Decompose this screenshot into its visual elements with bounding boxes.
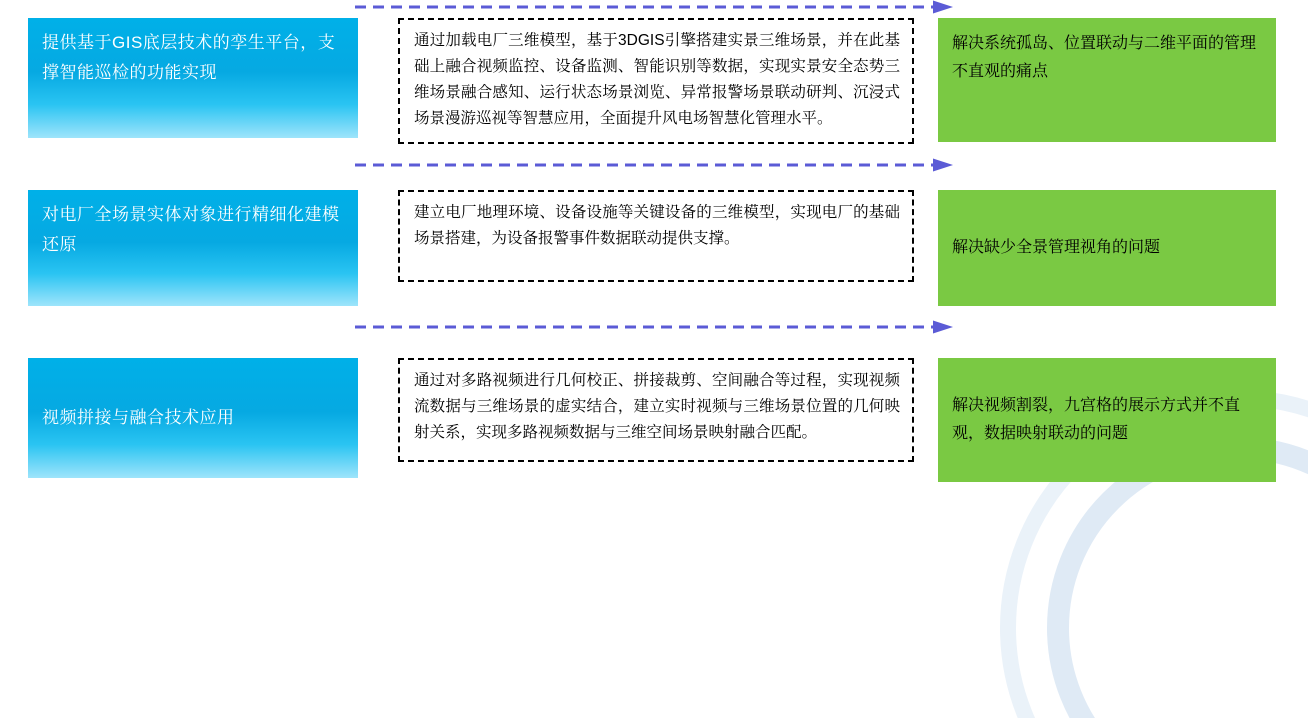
row-1-middle-cell <box>398 18 914 144</box>
row-2-middle-cell <box>398 190 914 282</box>
row-3-left-cell <box>28 358 358 478</box>
row-1-right-cell <box>938 18 1276 142</box>
row-3-right-text: 解决视频割裂，九宫格的展示方式并不直观，数据映射联动的问题 <box>952 397 1241 442</box>
row-3-middle-text: 通过对多路视频进行几何校正、拼接裁剪、空间融合等过程，实现视频流数据与三维场景的虚实结合，建立实时视频与三维场景位置的几何映射关系，实现多路视频数据与三维空间场景映射融合匹配。 <box>414 372 900 441</box>
row-2-right-cell <box>938 190 1276 306</box>
row-3-left-text: 视频拼接与融合技术应用 <box>42 408 235 427</box>
row-1-left-cell <box>28 18 358 138</box>
arrow-top <box>355 0 955 14</box>
row-1-left-text: 提供基于GIS底层技术的孪生平台，支撑智能巡检的功能实现 <box>42 33 336 82</box>
row-2-left-cell <box>28 190 358 306</box>
row-1-middle-text: 通过加载电厂三维模型，基于3DGIS引擎搭建实景三维场景，并在此基础上融合视频监控、设备监测、智能识别等数据，实现实景安全态势三维场景融合感知、运行状态场景浏览、异常报警场景联动研判、沉浸式场景漫游巡视等智慧应用，全面提升风电场智慧化管理水平。 <box>414 32 900 127</box>
arrow-middle-upper <box>355 158 955 172</box>
row-2-left-text: 对电厂全场景实体对象进行精细化建模还原 <box>42 205 340 254</box>
row-2-right-text: 解决缺少全景管理视角的问题 <box>952 239 1161 256</box>
row-2-middle-text: 建立电厂地理环境、设备设施等关键设备的三维模型，实现电厂的基础场景搭建，为设备报警事件数据联动提供支撑。 <box>414 204 900 247</box>
row-3-right-cell <box>938 358 1276 482</box>
row-3-middle-cell <box>398 358 914 462</box>
arrow-middle-lower <box>355 320 955 334</box>
row-1-right-text: 解决系统孤岛、位置联动与二维平面的管理不直观的痛点 <box>952 35 1257 80</box>
